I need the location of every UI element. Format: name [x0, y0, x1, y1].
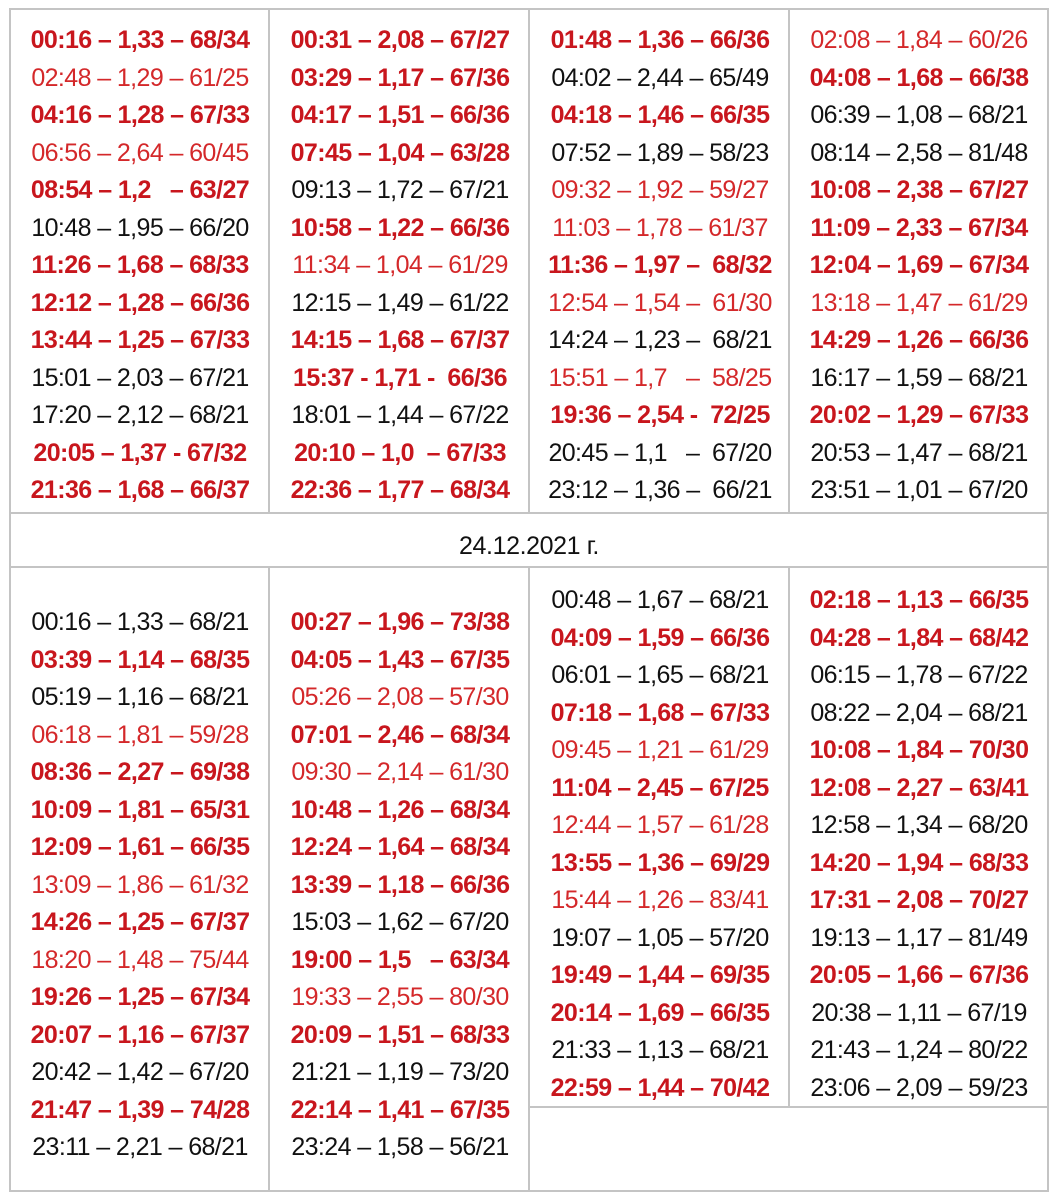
top-entry: 14:24 – 1,23 – 68/21 [548, 326, 772, 354]
top-entry: 12:04 – 1,69 – 67/34 [809, 251, 1029, 279]
top-entry: 12:15 – 1,49 – 61/22 [291, 288, 509, 317]
top-entry: 15:37 - 1,71 - 66/36 [293, 363, 507, 392]
top-entry: 16:17 – 1,59 – 68/21 [810, 363, 1028, 392]
bottom-entry: 23:06 – 2,09 – 59/23 [810, 1073, 1028, 1102]
bottom-entry: 07:01 – 2,46 – 68/34 [290, 720, 510, 749]
top-entry: 01:48 – 1,36 – 66/36 [550, 26, 770, 54]
top-entry: 07:52 – 1,89 – 58/23 [551, 138, 769, 167]
bottom-entry: 14:26 – 1,25 – 67/37 [30, 908, 250, 936]
bottom-entry: 00:27 – 1,96 – 73/38 [290, 608, 510, 636]
bottom-entry: 09:30 – 2,14 – 61/30 [291, 758, 509, 786]
bottom-entry: 17:31 – 2,08 – 70/27 [809, 886, 1029, 914]
bottom-entry: 21:43 – 1,24 – 80/22 [810, 1036, 1028, 1064]
top-entry: 14:15 – 1,68 – 67/37 [290, 326, 510, 354]
top-entry: 20:53 – 1,47 – 68/21 [810, 438, 1028, 467]
top-entry: 11:26 – 1,68 – 68/33 [31, 251, 249, 279]
bottom-entry: 23:11 – 2,21 – 68/21 [32, 1133, 248, 1161]
bottom-entry: 04:28 – 1,84 – 68/42 [809, 623, 1029, 652]
bottom-entry: 06:01 – 1,65 – 68/21 [551, 661, 769, 689]
top-entry: 10:58 – 1,22 – 66/36 [290, 213, 510, 242]
bottom-entry: 03:39 – 1,14 – 68/35 [30, 645, 250, 674]
top-entry: 08:14 – 2,58 – 81/48 [810, 138, 1028, 167]
bottom-entry: 08:22 – 2,04 – 68/21 [810, 698, 1028, 727]
bottom-divider-1 [268, 566, 270, 1192]
bottom-entry: 05:19 – 1,16 – 68/21 [31, 683, 249, 711]
top-entry: 20:02 – 1,29 – 67/33 [809, 401, 1029, 429]
bottom-divider-2 [528, 566, 530, 1192]
bottom-entry: 14:20 – 1,94 – 68/33 [809, 848, 1029, 877]
top-entry: 14:29 – 1,26 – 66/36 [809, 326, 1029, 354]
bottom-entry: 06:15 – 1,78 – 67/22 [810, 661, 1028, 689]
bottom-entry: 08:36 – 2,27 – 69/38 [30, 758, 250, 786]
bottom-entry: 22:59 – 1,44 – 70/42 [550, 1073, 770, 1102]
top-entry: 22:36 – 1,77 – 68/34 [290, 476, 510, 504]
bottom-entry: 19:49 – 1,44 – 69/35 [550, 961, 770, 989]
top-entry: 08:54 – 1,2 – 63/27 [30, 176, 250, 204]
bottom-entry: 12:09 – 1,61 – 66/35 [30, 833, 250, 861]
bottom-entry: 20:42 – 1,42 – 67/20 [31, 1058, 249, 1086]
top-entry: 07:45 – 1,04 – 63/28 [290, 138, 510, 167]
bottom-entry: 10:09 – 1,81 – 65/31 [30, 795, 250, 824]
top-entry: 02:08 – 1,84 – 60/26 [810, 26, 1028, 54]
top-divider-2 [528, 8, 530, 514]
top-entry: 04:18 – 1,46 – 66/35 [550, 101, 770, 129]
top-entry: 20:10 – 1,0 – 67/33 [294, 438, 506, 467]
bottom-entry: 20:09 – 1,51 – 68/33 [290, 1020, 510, 1049]
top-entry: 20:05 – 1,37 - 67/32 [33, 438, 247, 467]
bottom-entry: 23:24 – 1,58 – 56/21 [291, 1133, 509, 1161]
top-entry: 10:08 – 2,38 – 67/27 [809, 176, 1029, 204]
top-entry: 00:16 – 1,33 – 68/34 [30, 26, 250, 54]
top-entry: 17:20 – 2,12 – 68/21 [31, 401, 249, 429]
bottom-entry: 11:04 – 2,45 – 67/25 [551, 773, 769, 802]
bottom-entry: 21:47 – 1,39 – 74/28 [30, 1095, 250, 1124]
bottom-entry: 19:13 – 1,17 – 81/49 [810, 923, 1028, 952]
top-entry: 13:44 – 1,25 – 67/33 [30, 326, 250, 354]
bottom-entry: 13:39 – 1,18 – 66/36 [290, 870, 510, 899]
bottom-entry: 19:33 – 2,55 – 80/30 [291, 983, 509, 1011]
bottom-entry: 10:48 – 1,26 – 68/34 [290, 795, 510, 824]
bottom-entry: 09:45 – 1,21 – 61/29 [551, 736, 769, 764]
top-entry: 19:36 – 2,54 - 72/25 [550, 401, 770, 429]
bottom-entry: 10:08 – 1,84 – 70/30 [809, 736, 1029, 764]
bottom-entry: 12:58 – 1,34 – 68/20 [810, 811, 1028, 839]
bottom-entry: 22:14 – 1,41 – 67/35 [290, 1095, 510, 1124]
top-entry: 04:17 – 1,51 – 66/36 [290, 101, 510, 129]
top-entry: 03:29 – 1,17 – 67/36 [290, 63, 510, 92]
bottom-entry: 15:44 – 1,26 – 83/41 [551, 886, 769, 914]
bottom-divider-3 [788, 566, 790, 1108]
top-entry: 11:03 – 1,78 – 61/37 [552, 213, 768, 242]
bottom-entry: 19:00 – 1,5 – 63/34 [290, 945, 510, 974]
date-label: 24.12.2021 г. [459, 532, 599, 560]
top-entry: 06:56 – 2,64 – 60/45 [31, 138, 249, 167]
top-entry: 10:48 – 1,95 – 66/20 [31, 213, 249, 242]
bottom-entry: 07:18 – 1,68 – 67/33 [550, 698, 770, 727]
bottom-entry: 13:09 – 1,86 – 61/32 [31, 870, 249, 899]
top-entry: 15:51 – 1,7 – 58/25 [548, 363, 772, 392]
bottom-entry: 20:14 – 1,69 – 66/35 [550, 998, 770, 1027]
bottom-entry: 13:55 – 1,36 – 69/29 [550, 848, 770, 877]
bottom-entry: 20:05 – 1,66 – 67/36 [809, 961, 1029, 989]
top-entry: 11:09 – 2,33 – 67/34 [810, 213, 1028, 242]
bottom-entry: 21:33 – 1,13 – 68/21 [551, 1036, 769, 1064]
top-entry: 12:54 – 1,54 – 61/30 [548, 288, 772, 317]
top-entry: 11:34 – 1,04 – 61/29 [292, 251, 508, 279]
bottom-entry: 12:08 – 2,27 – 63/41 [809, 773, 1029, 802]
top-entry: 15:01 – 2,03 – 67/21 [31, 363, 249, 392]
top-entry: 11:36 – 1,97 – 68/32 [548, 251, 772, 279]
bottom-entry: 00:48 – 1,67 – 68/21 [551, 586, 769, 614]
top-entry: 04:16 – 1,28 – 67/33 [30, 101, 250, 129]
grid-border-left [9, 8, 11, 1192]
top-entry: 23:12 – 1,36 – 66/21 [548, 476, 772, 504]
top-entry: 09:13 – 1,72 – 67/21 [291, 176, 509, 204]
top-entry: 04:08 – 1,68 – 66/38 [809, 63, 1029, 92]
top-entry: 21:36 – 1,68 – 66/37 [30, 476, 250, 504]
bottom-entry: 04:09 – 1,59 – 66/36 [550, 623, 770, 652]
bottom-entry: 06:18 – 1,81 – 59/28 [31, 720, 249, 749]
bottom-entry: 20:38 – 1,11 – 67/19 [811, 998, 1027, 1027]
top-entry: 23:51 – 1,01 – 67/20 [810, 476, 1028, 504]
top-divider-1 [268, 8, 270, 514]
bottom-entry: 21:21 – 1,19 – 73/20 [291, 1058, 509, 1086]
grid-border-right [1047, 8, 1049, 1192]
bottom-entry: 18:20 – 1,48 – 75/44 [31, 945, 249, 974]
bottom-entry: 04:05 – 1,43 – 67/35 [290, 645, 510, 674]
bottom-entry: 19:07 – 1,05 – 57/20 [551, 923, 769, 952]
bottom-entry: 02:18 – 1,13 – 66/35 [809, 586, 1029, 614]
bottom-entry: 19:26 – 1,25 – 67/34 [30, 983, 250, 1011]
bottom-entry: 15:03 – 1,62 – 67/20 [291, 908, 509, 936]
top-entry: 06:39 – 1,08 – 68/21 [810, 101, 1028, 129]
top-entry: 00:31 – 2,08 – 67/27 [290, 26, 510, 54]
bottom-entry: 20:07 – 1,16 – 67/37 [30, 1020, 250, 1049]
bottom-entry: 00:16 – 1,33 – 68/21 [31, 608, 249, 636]
top-entry: 20:45 – 1,1 – 67/20 [548, 438, 772, 467]
top-divider-3 [788, 8, 790, 514]
top-entry: 04:02 – 2,44 – 65/49 [551, 63, 769, 92]
top-entry: 13:18 – 1,47 – 61/29 [810, 288, 1028, 317]
bottom-entry: 12:24 – 1,64 – 68/34 [290, 833, 510, 861]
bottom-entry: 05:26 – 2,08 – 57/30 [291, 683, 509, 711]
bottom-entry: 12:44 – 1,57 – 61/28 [551, 811, 769, 839]
top-entry: 09:32 – 1,92 – 59/27 [551, 176, 769, 204]
top-entry: 12:12 – 1,28 – 66/36 [30, 288, 250, 317]
top-entry: 02:48 – 1,29 – 61/25 [31, 63, 249, 92]
top-entry: 18:01 – 1,44 – 67/22 [291, 401, 509, 429]
